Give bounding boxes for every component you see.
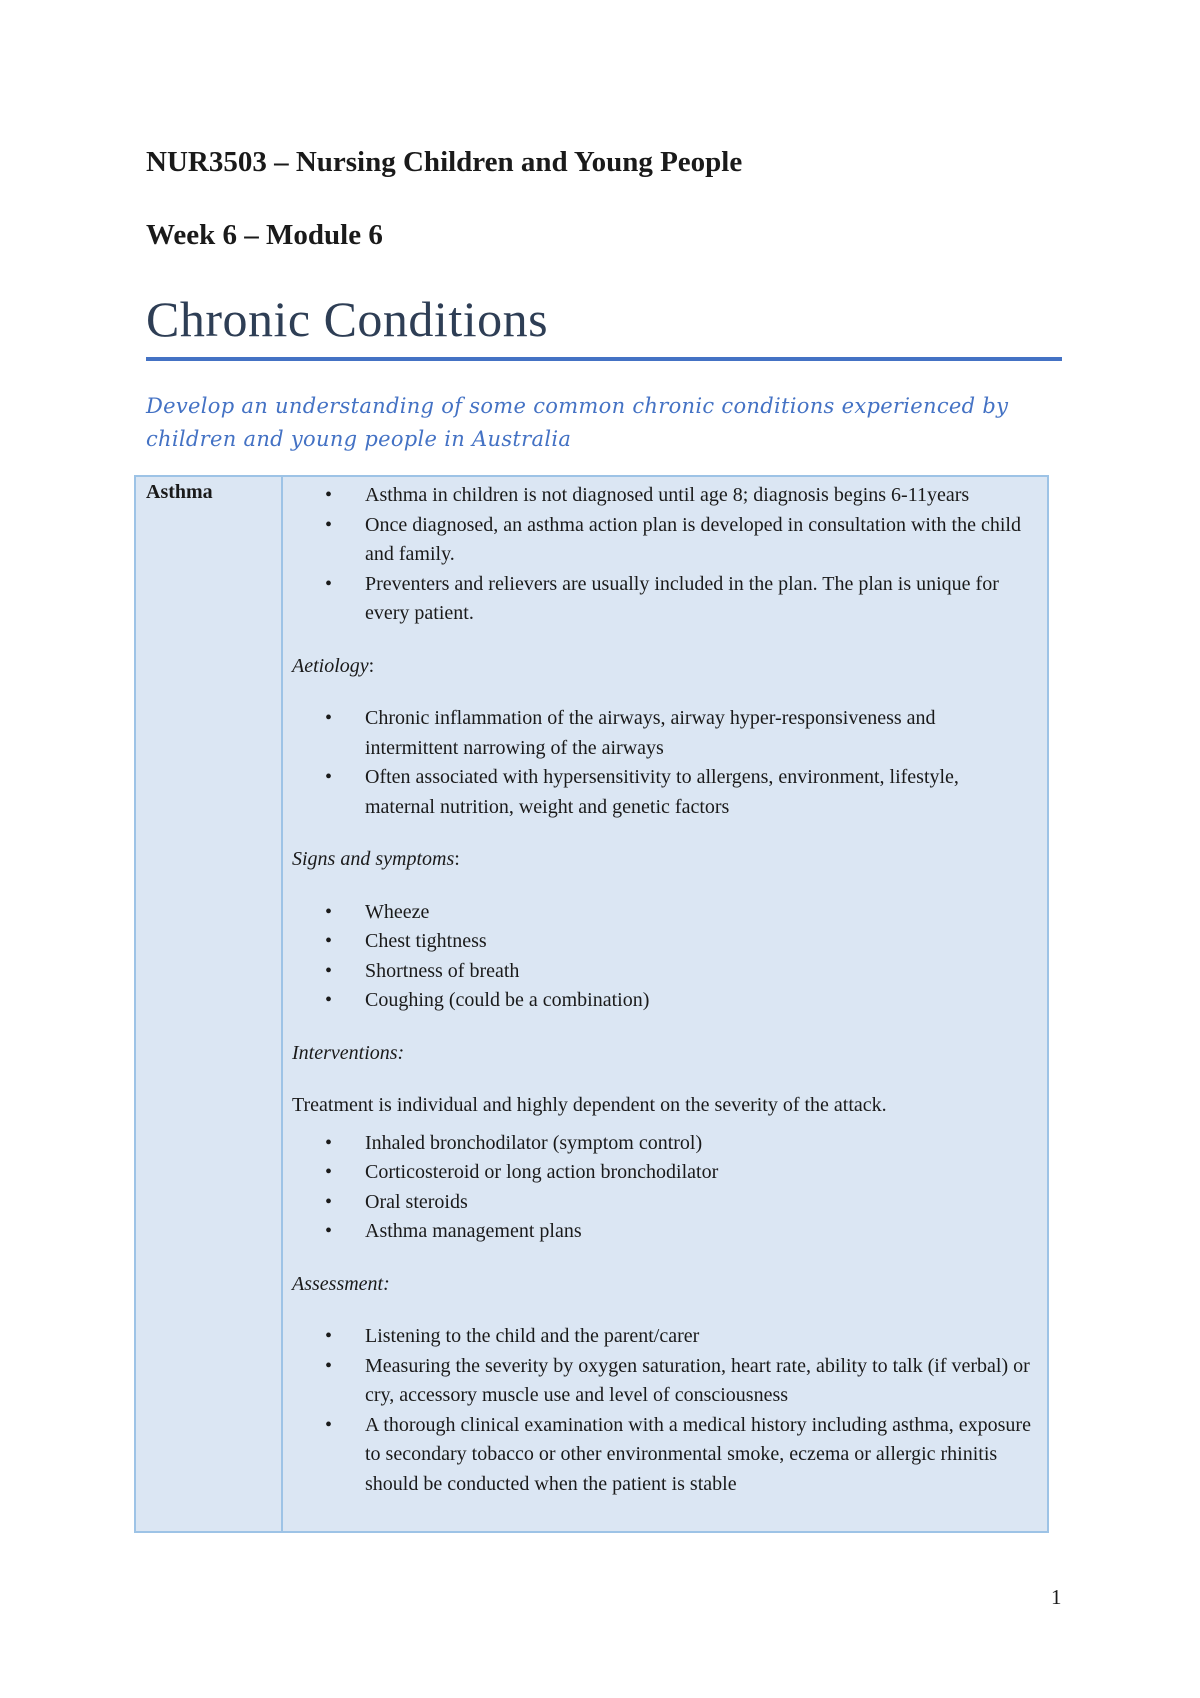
signs-list bbox=[292, 898, 1032, 1016]
list-item: • Listening to the child and the parent/carer bbox=[292, 1322, 1032, 1352]
condition-table bbox=[134, 475, 1049, 1533]
list-item: • Chronic inflammation of the airways, airway hyper-responsiveness and intermittent narrowing of the airways bbox=[292, 704, 1032, 763]
page-number: 1 bbox=[1051, 1585, 1062, 1609]
interventions-paragraph: Treatment is individual and highly dependent on the severity of the attack. bbox=[292, 1094, 887, 1116]
list-item: • Oral steroids bbox=[292, 1188, 1032, 1218]
signs-heading: Signs and symptoms: bbox=[292, 848, 460, 870]
list-item: • Wheeze bbox=[292, 898, 1032, 928]
title-underline bbox=[146, 357, 1062, 361]
intro-list bbox=[292, 481, 1032, 629]
column-divider bbox=[281, 477, 283, 1531]
list-item: • Measuring the severity by oxygen saturation, heart rate, ability to talk (if verbal) or cry, accessory muscle use and level of consciousness bbox=[292, 1352, 1032, 1411]
list-item: • Often associated with hypersensitivity to allergens, environment, lifestyle, maternal nutrition, weight and genetic factors bbox=[292, 763, 1032, 822]
list-item: • Coughing (could be a combination) bbox=[292, 986, 1032, 1016]
page-title: Chronic Conditions bbox=[146, 291, 549, 347]
list-item: • A thorough clinical examination with a medical history including asthma, exposure to secondary tobacco or other environmental smoke, eczema or allergic rhinitis should be conducted when the patient is stable bbox=[292, 1411, 1032, 1500]
interventions-heading: Interventions: bbox=[292, 1041, 405, 1064]
list-item: • Inhaled bronchodilator (symptom control) bbox=[292, 1129, 1032, 1159]
list-item: • Chest tightness bbox=[292, 927, 1032, 957]
list-item: • Once diagnosed, an asthma action plan is developed in consultation with the child and family. bbox=[292, 511, 1032, 570]
list-item: • Asthma management plans bbox=[292, 1217, 1032, 1247]
assessment-heading: Assessment: bbox=[292, 1272, 390, 1295]
course-heading: NUR3503 – Nursing Children and Young People bbox=[146, 146, 743, 178]
list-item: • Asthma in children is not diagnosed until age 8; diagnosis begins 6-11years bbox=[292, 481, 1032, 511]
list-item: • Preventers and relievers are usually included in the plan. The plan is unique for every patient. bbox=[292, 570, 1032, 629]
list-item: • Shortness of breath bbox=[292, 957, 1032, 987]
list-item: • Corticosteroid or long action bronchodilator bbox=[292, 1158, 1032, 1188]
page-subtitle: Develop an understanding of some common chronic conditions experienced by children and young people in Australia bbox=[146, 394, 1009, 451]
assessment-list bbox=[292, 1322, 1032, 1499]
aetiology-list bbox=[292, 704, 1032, 822]
week-heading: Week 6 – Module 6 bbox=[146, 219, 383, 251]
interventions-list bbox=[292, 1129, 1032, 1247]
condition-content bbox=[292, 481, 1032, 1499]
condition-label: Asthma bbox=[146, 481, 213, 503]
aetiology-heading: Aetiology: bbox=[292, 654, 375, 677]
